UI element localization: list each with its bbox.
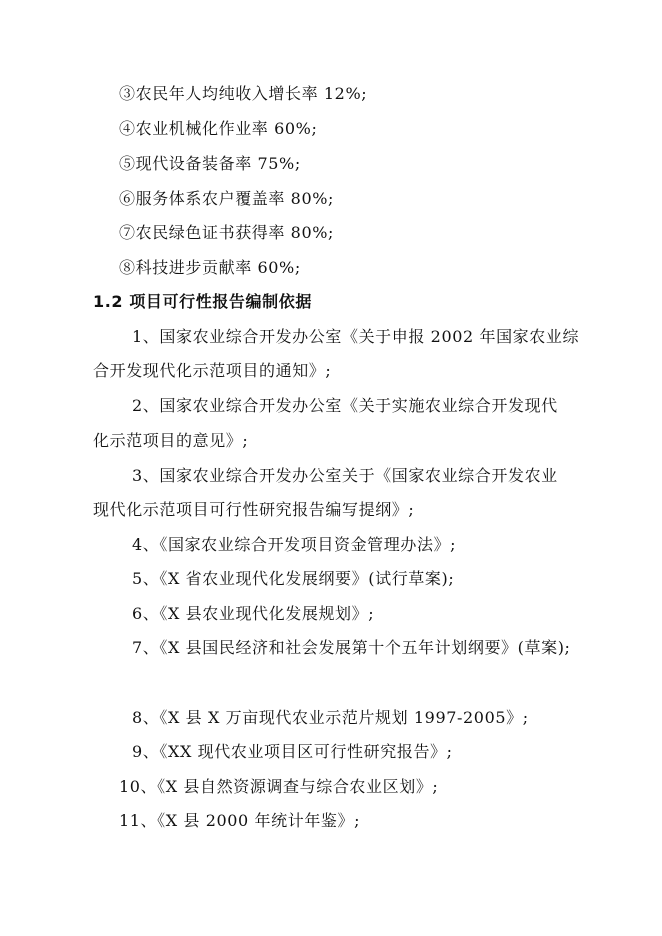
indicator-5: ⑤现代设备装备率 75%; bbox=[119, 154, 301, 173]
reference-5: 5、《X 省农业现代化发展纲要》(试行草案); bbox=[132, 569, 455, 588]
reference-9: 9、《XX 现代农业项目区可行性研究报告》; bbox=[132, 742, 453, 761]
reference-2-line-1: 2、国家农业综合开发办公室《关于实施农业综合开发现代 bbox=[132, 396, 558, 415]
reference-2-line-2: 化示范项目的意见》; bbox=[93, 431, 249, 450]
reference-3-line-1: 3、国家农业综合开发办公室关于《国家农业综合开发农业 bbox=[132, 466, 558, 485]
indicator-4: ④农业机械化作业率 60%; bbox=[119, 119, 318, 138]
reference-4: 4、《国家农业综合开发项目资金管理办法》; bbox=[132, 535, 457, 554]
reference-1-line-1: 1、国家农业综合开发办公室《关于申报 2002 年国家农业综 bbox=[132, 327, 580, 346]
indicator-6: ⑥服务体系农户覆盖率 80%; bbox=[119, 189, 335, 208]
reference-11: 11、《X 县 2000 年统计年鉴》; bbox=[119, 811, 361, 830]
indicator-3: ③农民年人均纯收入增长率 12%; bbox=[119, 84, 368, 103]
reference-10: 10、《X 县自然资源调查与综合农业区划》; bbox=[119, 777, 439, 796]
indicator-7: ⑦农民绿色证书获得率 80%; bbox=[119, 223, 335, 242]
reference-1-line-2: 合开发现代化示范项目的通知》; bbox=[93, 361, 332, 380]
reference-6: 6、《X 县农业现代化发展规划》; bbox=[132, 604, 375, 623]
indicator-8: ⑧科技进步贡献率 60%; bbox=[119, 258, 301, 277]
section-heading: 1.2 项目可行性报告编制依据 bbox=[93, 292, 312, 311]
reference-3-line-2: 现代化示范项目可行性研究报告编写提纲》; bbox=[93, 500, 415, 519]
reference-8: 8、《X 县 X 万亩现代农业示范片规划 1997-2005》; bbox=[132, 708, 529, 727]
reference-7: 7、《X 县国民经济和社会发展第十个五年计划纲要》(草案); bbox=[132, 638, 571, 657]
